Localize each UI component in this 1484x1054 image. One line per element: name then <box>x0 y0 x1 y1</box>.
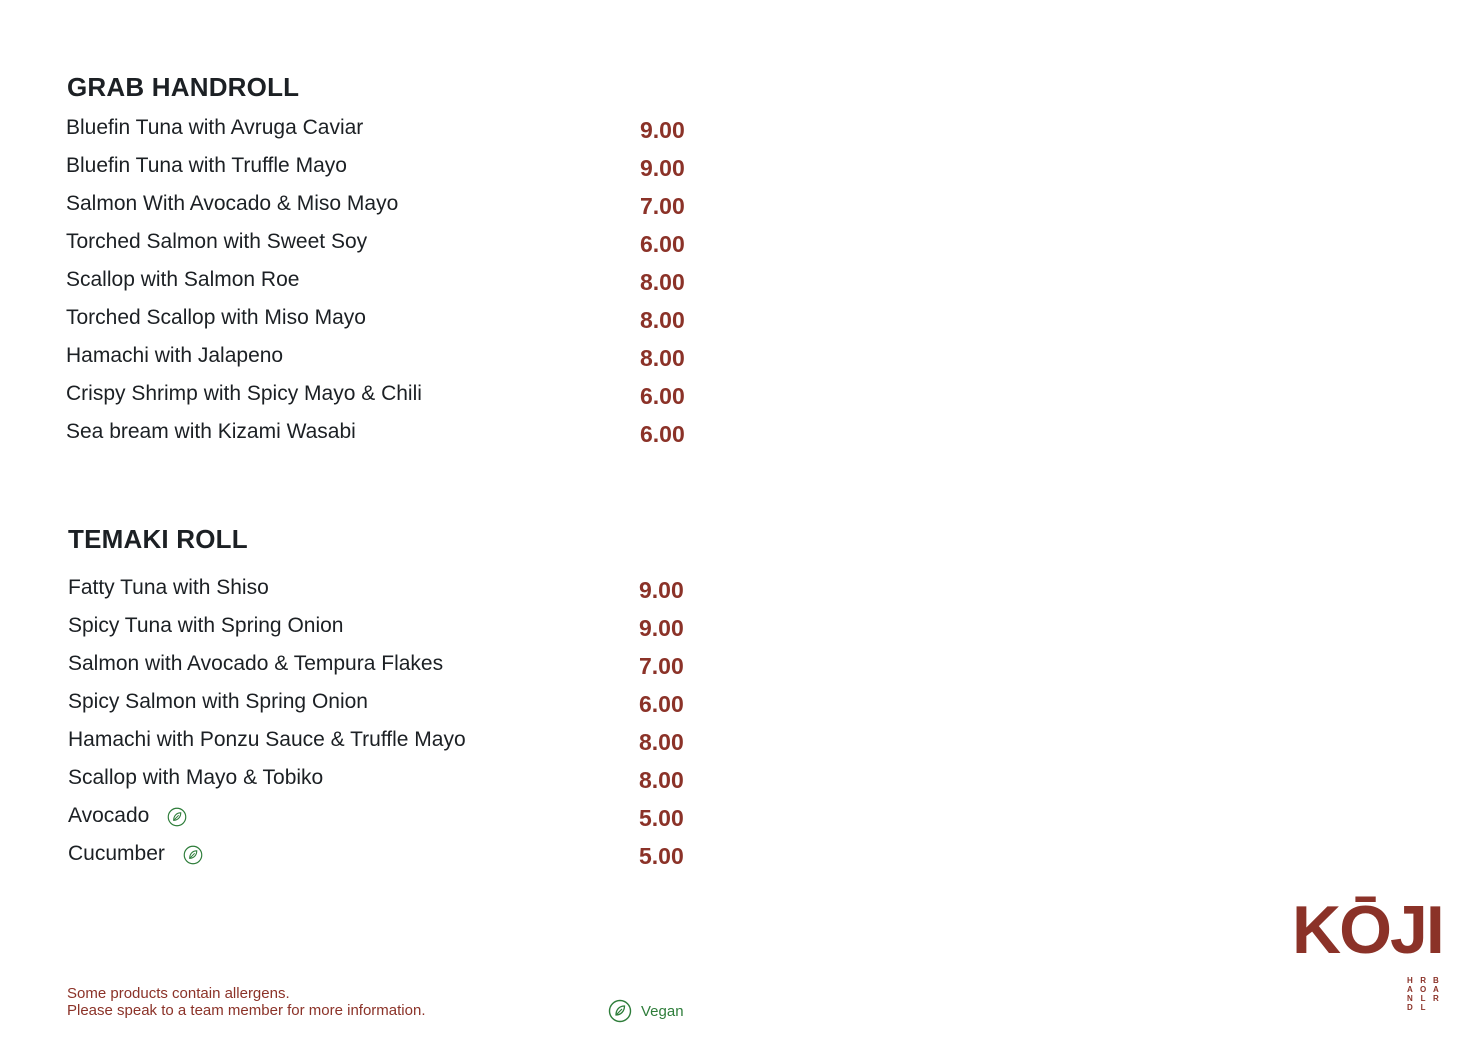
item-price: 7.00 <box>639 653 684 679</box>
item-name <box>68 840 203 868</box>
item-price: 7.00 <box>640 193 685 219</box>
menu-item <box>0 574 760 612</box>
item-name <box>66 152 347 180</box>
item-name-text: Scallop with Salmon Roe <box>66 268 300 291</box>
logo-sub-col-2: R O L L <box>1420 976 1427 1012</box>
item-price: 8.00 <box>639 767 684 793</box>
item-name <box>68 688 368 716</box>
item-name <box>68 764 323 792</box>
menu-item <box>0 114 760 152</box>
logo-sub-col-3: B A R <box>1433 976 1439 1003</box>
item-name-text: Torched Salmon with Sweet Soy <box>66 230 368 253</box>
item-name-text: Bluefin Tuna with Truffle Mayo <box>66 154 347 177</box>
item-name <box>66 266 299 294</box>
menu-item <box>0 266 760 304</box>
menu-item <box>0 612 760 650</box>
item-name-text: Bluefin Tuna with Avruga Caviar <box>66 116 364 139</box>
item-price: 8.00 <box>640 345 685 371</box>
item-name-text: Spicy Tuna with Spring Onion <box>68 614 344 637</box>
leaf-icon <box>608 999 632 1023</box>
legend-label: Vegan <box>641 1002 684 1020</box>
item-price: 8.00 <box>640 269 685 295</box>
item-price: 6.00 <box>640 231 685 257</box>
menu-item <box>0 228 760 266</box>
menu-item <box>0 688 760 726</box>
leaf-icon <box>167 807 187 827</box>
item-name <box>66 190 398 218</box>
menu-item <box>0 726 760 764</box>
item-name <box>66 380 422 408</box>
item-price: 8.00 <box>639 729 684 755</box>
allergen-line-1: Some products contain allergens. <box>67 985 290 1002</box>
item-name <box>66 342 283 370</box>
menu-item <box>0 304 760 342</box>
item-price: 6.00 <box>640 383 685 409</box>
item-name <box>66 304 366 332</box>
item-name-text: Spicy Salmon with Spring Onion <box>68 690 368 713</box>
item-price: 5.00 <box>639 805 684 831</box>
section-title: GRAB HANDROLL <box>67 72 300 102</box>
item-price: 8.00 <box>640 307 685 333</box>
item-price: 5.00 <box>639 843 684 869</box>
item-price: 9.00 <box>639 577 684 603</box>
item-name <box>66 228 367 256</box>
item-name-text: Crispy Shrimp with Spicy Mayo & Chili <box>66 382 422 405</box>
item-name-text: Salmon with Avocado & Tempura Flakes <box>68 652 444 675</box>
menu-item <box>0 764 760 802</box>
item-name <box>68 802 187 830</box>
brand-logo <box>1292 892 1442 1022</box>
item-name <box>66 114 363 142</box>
item-price: 6.00 <box>639 691 684 717</box>
item-price: 9.00 <box>639 615 684 641</box>
menu-item <box>0 380 760 418</box>
item-name-text: Hamachi with Jalapeno <box>66 344 284 367</box>
allergen-note <box>67 985 426 1019</box>
item-name-text: Scallop with Mayo & Tobiko <box>68 766 324 789</box>
item-price: 9.00 <box>640 117 685 143</box>
item-name <box>66 418 356 446</box>
menu-item <box>0 152 760 190</box>
item-name-text: Salmon With Avocado & Miso Mayo <box>66 192 399 215</box>
item-name <box>68 574 269 602</box>
menu-item <box>0 342 760 380</box>
menu-item <box>0 190 760 228</box>
menu-item <box>0 802 760 840</box>
logo-wordmark: KŌJI <box>1292 892 1443 968</box>
item-name-text: Fatty Tuna with Shiso <box>68 576 269 599</box>
item-name-text: Avocado <box>68 804 150 827</box>
allergen-line-2: Please speak to a team member for more information. <box>67 1002 426 1019</box>
logo-sub-col-1: H A N D <box>1407 976 1413 1012</box>
menu-item <box>0 418 760 456</box>
item-name <box>68 612 343 640</box>
item-name-text: Sea bream with Kizami Wasabi <box>66 420 356 443</box>
item-name <box>68 650 443 678</box>
item-price: 6.00 <box>640 421 685 447</box>
menu-item <box>0 840 760 878</box>
item-name-text: Hamachi with Ponzu Sauce & Truffle Mayo <box>68 728 466 751</box>
item-name-text: Torched Scallop with Miso Mayo <box>66 306 366 329</box>
item-price: 9.00 <box>640 155 685 181</box>
section-title: TEMAKI ROLL <box>68 524 248 554</box>
item-name <box>68 726 466 754</box>
menu-item <box>0 650 760 688</box>
item-name-text: Cucumber <box>68 842 165 865</box>
vegan-legend <box>608 999 684 1023</box>
leaf-icon <box>183 845 203 865</box>
